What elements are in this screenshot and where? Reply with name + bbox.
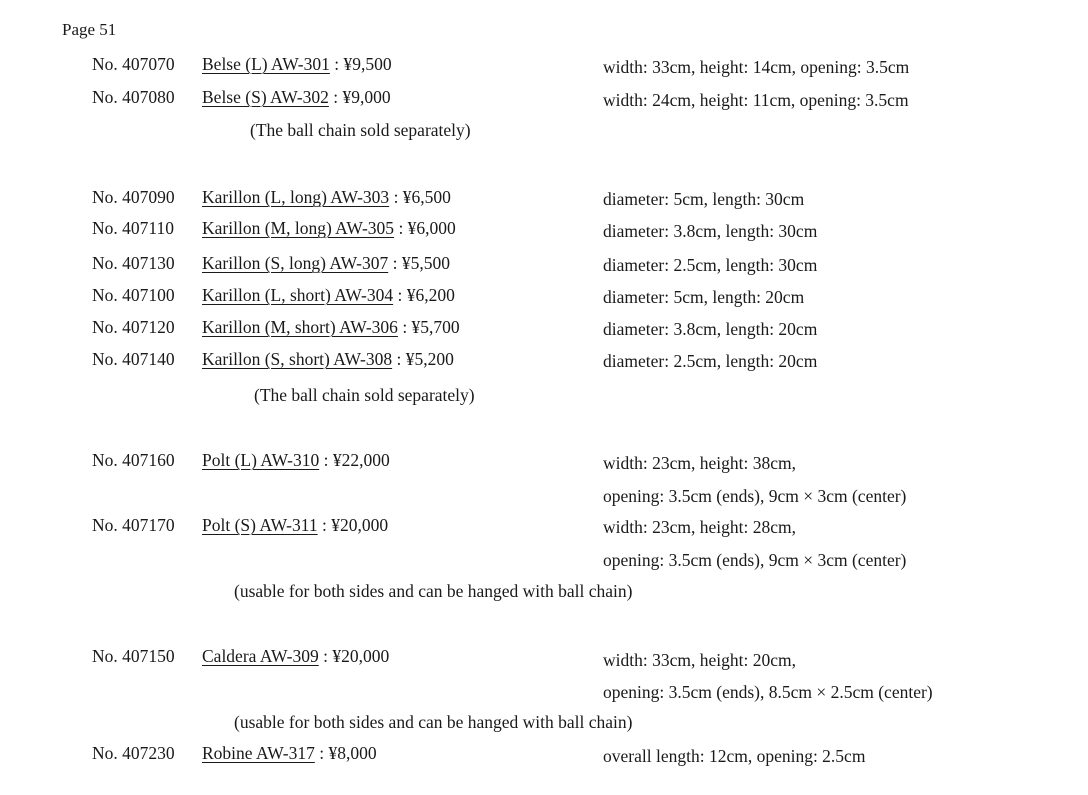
item-number: No. 407140 (92, 349, 175, 369)
catalog-item-belse-s (92, 86, 391, 108)
item-spec: diameter: 3.8cm, length: 30cm (603, 221, 818, 241)
item-spec-continued: opening: 3.5cm (ends), 9cm × 3cm (center) (603, 486, 907, 506)
item-name-link[interactable]: Karillon (M, long) AW-305 (202, 218, 395, 238)
group-note: (usable for both sides and can be hanged with ball chain) (234, 581, 633, 601)
item-spec: diameter: 2.5cm, length: 30cm (603, 255, 818, 275)
item-number: No. 407070 (92, 54, 175, 74)
item-number: No. 407130 (92, 253, 175, 273)
catalog-item-karillon-s-short (92, 348, 454, 370)
item-name-link[interactable]: Karillon (L, long) AW-303 (202, 187, 390, 207)
item-price: : ¥6,500 (389, 187, 451, 207)
item-number: No. 407120 (92, 317, 175, 337)
item-number: No. 407170 (92, 515, 175, 535)
group-note: (usable for both sides and can be hanged with ball chain) (234, 712, 633, 732)
item-name-link[interactable]: Robine AW-317 (202, 743, 315, 763)
item-spec: width: 33cm, height: 14cm, opening: 3.5cm (603, 57, 910, 77)
item-spec: width: 23cm, height: 28cm, (603, 517, 796, 537)
item-price: : ¥22,000 (319, 450, 390, 470)
item-spec: width: 23cm, height: 38cm, (603, 453, 796, 473)
item-number: No. 407150 (92, 646, 175, 666)
item-spec: diameter: 2.5cm, length: 20cm (603, 351, 818, 371)
item-name-link[interactable]: Karillon (S, short) AW-308 (202, 349, 393, 369)
item-name-link[interactable]: Polt (L) AW-310 (202, 450, 320, 470)
group-note: (The ball chain sold separately) (254, 385, 475, 405)
item-number: No. 407230 (92, 743, 175, 763)
item-price: : ¥20,000 (317, 515, 389, 535)
item-number: No. 407110 (92, 218, 174, 238)
item-name-link[interactable]: Karillon (L, short) AW-304 (202, 285, 394, 305)
item-spec: diameter: 3.8cm, length: 20cm (603, 319, 818, 339)
catalog-item-karillon-l-long (92, 186, 451, 208)
item-price: : ¥9,000 (328, 87, 391, 107)
item-name-link[interactable]: Caldera AW-309 (202, 646, 319, 666)
item-price: : ¥5,500 (388, 253, 450, 273)
item-number: No. 407160 (92, 450, 175, 470)
item-price: : ¥9,500 (329, 54, 392, 74)
item-price: : ¥20,000 (318, 646, 390, 666)
item-price: : ¥5,200 (392, 349, 454, 369)
item-number: No. 407090 (92, 187, 175, 207)
item-spec: diameter: 5cm, length: 30cm (603, 189, 805, 209)
catalog-item-karillon-m-long (92, 217, 456, 239)
item-spec: diameter: 5cm, length: 20cm (603, 287, 805, 307)
item-price: : ¥5,700 (397, 317, 460, 337)
item-price: : ¥6,000 (394, 218, 456, 238)
item-name-link[interactable]: Belse (L) AW-301 (202, 54, 330, 74)
catalog-item-karillon-l-short (92, 284, 455, 306)
item-price: : ¥6,200 (393, 285, 455, 305)
item-spec-continued: opening: 3.5cm (ends), 9cm × 3cm (center) (603, 550, 907, 570)
item-name-link[interactable]: Belse (S) AW-302 (202, 87, 329, 107)
item-name-link[interactable]: Polt (S) AW-311 (202, 515, 318, 535)
item-price: : ¥8,000 (314, 743, 377, 763)
page-label: Page 51 (62, 20, 117, 39)
catalog-item-caldera (92, 645, 389, 667)
item-spec: width: 24cm, height: 11cm, opening: 3.5cm (603, 90, 909, 110)
group-note: (The ball chain sold separately) (250, 120, 471, 140)
item-spec: width: 33cm, height: 20cm, (603, 650, 796, 670)
item-name-link[interactable]: Karillon (M, short) AW-306 (202, 317, 398, 337)
catalog-item-karillon-s-long (92, 252, 450, 274)
catalog-item-robine (92, 742, 377, 764)
catalog-item-polt-l (92, 449, 390, 471)
catalog-item-polt-s (92, 514, 388, 536)
item-number: No. 407100 (92, 285, 175, 305)
item-name-link[interactable]: Karillon (S, long) AW-307 (202, 253, 389, 273)
item-spec-continued: opening: 3.5cm (ends), 8.5cm × 2.5cm (center) (603, 682, 933, 702)
catalog-item-belse-l (92, 53, 392, 75)
item-spec: overall length: 12cm, opening: 2.5cm (603, 746, 866, 766)
catalog-item-karillon-m-short (92, 316, 460, 338)
item-number: No. 407080 (92, 87, 175, 107)
